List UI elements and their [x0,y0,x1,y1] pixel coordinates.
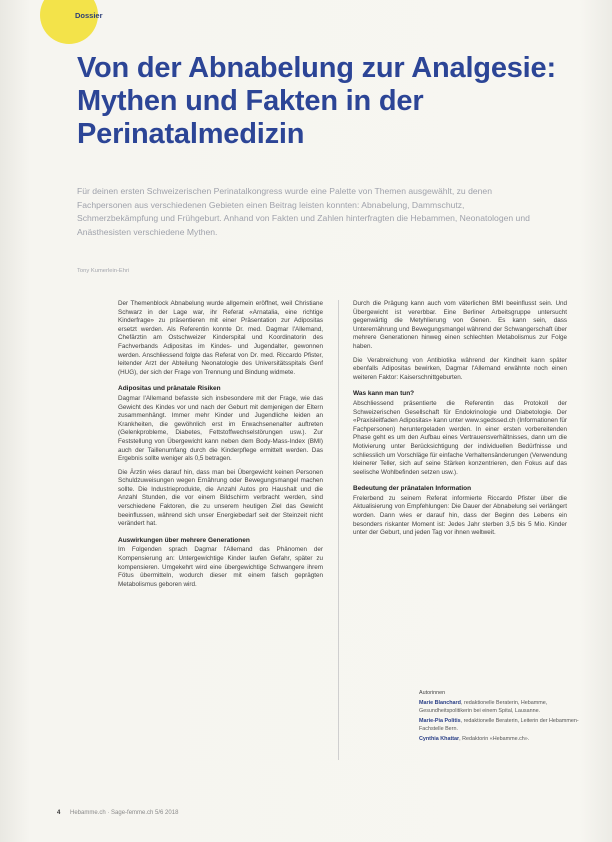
intro-paragraph: Der Themenblock Abnabelung wurde allgemein eröffnet, weil Christiane Schwarz in der Lage war, ihr Referat «Arnatalia, eine richtige Kinderfrage» zu präsentieren mit einer Präsentation zur Adipositas ersetzt werden. Als Referentin konnte Dr. med. Dagmar l'Allemand, Chefärztin am Ostschweizer Kinderspital und Koordinatorin des Fachverbands Adipositas im Kindes- und Jugendalter, gewonnen werden. Anschliessend folgte das Referat von Dr. med. Riccardo Pfister, leitender Arzt der Abteilung Neonatologie des Universitätsspitals Genf (HUG), der sich der Frage von Trennung und Bindung widmete. [118,300,323,376]
section-label: Dossier [75,11,103,20]
author-desc: Redaktorin «Hebamme.ch». [462,736,530,743]
section-heading: Bedeutung der pränatalen Information [353,485,472,493]
paragraph: Im Folgenden sprach Dagmar l'Allemand das Phänomen der Kompensierung an: Untergewichtige Kinder laufen Gefahr, später zu kompensieren. Umgekehrt wird eine übergewichtige Schwangere ihrem Fötus übermitteln, wodurch dieser mit einem falsch geprägten Metabolismus geboren wird. [118,546,323,588]
author-desc: redaktionelle Beraterin, Hebamme, Gesundheitspolitikerin bei einem Spital, Lausanne. [419,700,548,714]
section-heading: Auswirkungen über mehrere Generationen [118,536,250,544]
paragraph: Abschliessend präsentierte die Referentin das Protokoll der Schweizerischen Gesellschaft für Endokrinologie und Diabetologie. Der «Praxisleitfaden Adipositas» kann unter www.sgedssed.ch (Informationen für Fachpersonen) heruntergeladen werden. In einer ersten vorbereitenden Phase geht es um den Aufbau eines Vertrauensverhältnisses, dann um die Motivierung unter Berücksichtigung der individuellen Bedürfnisse und schliesslich um Vorschläge für einfache Verhaltensänderungen (Verwendung kleinerer Teller, sich auf seine Stärken konzentrieren, den Fokus auf das seelische Wohlbefinden setzen usw.). [353,399,567,476]
author-entry: Marie-Pia Politis, redaktionelle Beraterin, Leiterin der Hebammen-Fachstelle Bern. [419,718,579,732]
section-marker-dot [40,0,98,44]
paragraph: Durch die Prägung kann auch vom väterlichen BMI beeinflusst sein. Und Übergewicht ist vererbbar. Eine Berliner Arbeitsgruppe untersucht gegenwärtig die Metyhlierung von Genen. Es kann sein, dass Unterernährung und Bewegungsmangel während der Schwangerschaft über mehrere Generationen hinweg einen schlechten Metabolismus zur Folge haben. [353,300,567,350]
author-desc: redaktionelle Beraterin, Leiterin der Hebammen-Fachstelle Bern. [419,718,579,732]
article-lead: Für deinen ersten Schweizerischen Perinatalkongress wurde eine Palette von Themen ausgewählt, zu denen Fachpersonen aus verschiedenen Gebieten einen Beitrag leisten konnten: Abnabelung, Dammschutz, Schmerzbekämpfung und Frühgeburt. Anhand von Fakten und Zahlen hinterfragten die Hebammen, Neonatologen und Anästhesisten verschiedene Mythen. [77,186,530,237]
section-heading: Adipositas und pränatale Risiken [118,385,221,393]
paragraph: Die Ärztin wies darauf hin, dass man bei Übergewicht keinen Personen Schuldzuweisungen wegen Ernährung oder Bewegungsmangel machen sollte. Die Industrieprodukte, die Anzahl Autos pro Haushalt und die Anzahl Stunden, die vor einem Bildschirm verbracht werden, sind verschiedene Faktoren, die zu unserem heutigen Ziel das Gewicht beeinflussen, während sich unser Energiebedarf seit der Steinzeit nicht verändert hat. [118,468,323,528]
authors-heading: Autorinnen [419,690,446,696]
author-entry: Marie Blanchard, redaktionelle Beraterin, Hebamme, Gesundheitspolitikerin bei einem Spital, Lausanne. [419,700,548,714]
author-name: Marie-Pia Politis [419,718,461,725]
footer-text: Hebamme.ch · Sage-femme.ch 5/6 2018 [70,810,179,816]
paragraph: Dagmar l'Allemand befasste sich insbesondere mit der Frage, wie das Gewicht des Kindes vor und nach der Geburt mit demjenigen der Eltern zusammenhängt. Immer mehr Kinder und Jugendliche leiden an Krankheiten, die gewöhnlich erst im Erwachsenenalter auftreten (Gelenkprobleme, Diabetes, Fettstoffwechselstörungen usw.). Zur Feststellung von Übergewicht kann neben dem Body-Mass-Index (BMI) auch der Taillenumfang durch die Kinderpflege ermittelt werden. Das Ergebnis sollte weniger als 0,5 betragen. [118,394,323,463]
page-footer [57,810,178,816]
author-name: Cynthia Khattar [419,736,460,743]
article-author: Tony Kumerlein-Ehri [77,268,130,274]
right-column [353,300,567,543]
paragraph: Die Verabreichung von Antibiotika während der Kindheit kann später ebenfalls Adipositas bewirken, Dagmar l'Allemand erwähnte noch einen weiteren Faktor: Kaiserschnittgeburten. [353,356,567,381]
left-column [118,300,323,594]
section-heading: Was kann man tun? [353,390,415,398]
author-entry: Cynthia Khattar, Redaktorin «Hebamme.ch». [419,736,530,743]
authors-box [419,690,589,746]
column-divider [338,300,339,760]
paragraph: Frelerbend zu seinem Referat informierte Riccardo Pfister über die Aktualisierung von Empfehlungen: Die Dauer der Abnabelung sei verlängert worden. Dann wies er darauf hin, dass der Beginn des Lebens ein besonders riskanter Moment ist: Jedes Jahr sterben 3,5 bis 5 Mio. Kinder unter der Geburt, und jeden Tag vor ihnen weltweit. [353,494,567,537]
article-title: Von der Abnabelung zur Analgesie: Mythen und Fakten in der Perinatalmedizin [77,52,556,150]
page-number: 4 [57,810,61,816]
author-name: Marie Blanchard [419,700,461,707]
